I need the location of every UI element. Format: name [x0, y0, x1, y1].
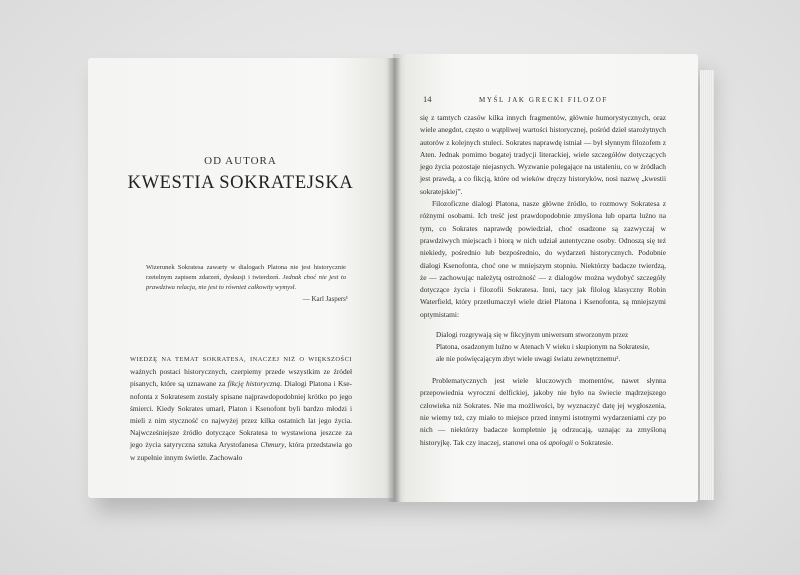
- open-book: [88, 58, 714, 503]
- paragraph-segment: Problematycznych jest wiele kluczowych momentów, nawet słynna przepowiednia wyroczni delfickiej, jakoby nie było na świecie mądrzejszego człowieka niż Sokrates. Nie ma możliwości, by wyznaczyć datę jej wygłoszenia, nie wiemy też, czy miało to miejsce przed innymi istotnymi wydarzeniami: [420, 376, 666, 422]
- right-page: [393, 54, 698, 502]
- left-body-text: [130, 353, 352, 464]
- paragraph-segment: po nich — niektórzy badacze kompletnie ją odrzucają, uznając za zmyśloną historyjkę. Tak czy inaczej, stanowi ona oś: [420, 412, 666, 447]
- body-segment: , która przedstawia go w zupełnie innym świetle. Zachowało: [130, 440, 352, 462]
- lead-smallcaps: WIEDZĘ NA TEMAT SOKRATESA, INACZEJ NIŻ O WIĘKSZOŚCI: [130, 356, 352, 363]
- paragraph: Filozoficzne dialogi Platona, nasze główne źródło, to rozmowy Sokratesa z różnymi osobami. Ich treść jest prawdopodobnie zmyślona lub oparta luźno na tym, co Sokrates naprawdę powiedział, choć osadzone są zazwyczaj w prawdziwych miejscach i biorą w nich udział autentyczne osoby. Odnoszą się też niekiedy, pośrednio lub bezpośrednio, do wydarzeń historycznych. Podobnie dialogi Ksenofonta, choć one w mniejszym stopniu. Niektórzy badacze twierdzą, że — zachowując należytą ostrożność — z dialogów można wydobyć szczegóły dotyczące życia i filozofii Sokratesa. Inni, tacy jak filolog klasyczny Robin Waterfield, który przetłumaczył wiele dzieł Platona i Ksenofonta, są mniejszymi optymistami:: [420, 199, 666, 319]
- running-head: MYŚL JAK GRECKI FILOZOF: [479, 96, 608, 104]
- body-segment: ważnych postaci historycznych, czerpiemy przede wszystkim ze źródeł pisanych, które są uznawane za: [130, 367, 352, 389]
- body-segment: . Dialogi Platona i Ksenofonta z Sokratesem zostały spisane najprawdopodobniej krótko po jego śmierci. Kiedy Sokrates umarł, Platon i Ksenofont byli bardzo młodzi i mieli z nim styczność co najwyżej przez kilka ostatnich lat jego życia. Najwcześniejsze źródło dotyczące Sokratesa to wystawiona jeszcze za jego życia satyryczna sztuka Arystofanesa: [130, 379, 352, 450]
- epigraph-text-italic: Jednak choć nie jest to prawdziwa relacja, nie jest to również całkowity wymysł.: [146, 274, 347, 291]
- right-body-text: [420, 112, 666, 449]
- paragraph: się z tamtych czasów kilka innych fragmentów, głównie humorystycznych, oraz wiele anegdot, często o wątpliwej wartości historycznej, pośród dzieł starożytnych autorów z kolejnych stuleci. Sokrates naprawdę istniał — był słynnym filozofem z Aten. Jednak pomimo bogatej tradycji literackiej, wiele szczegółów dotyczących jego życia pozostaje niejasnych. Wyzwanie polegające na ustaleniu, co w źródłach jest prawdą, a co fikcją, które od wieków dręczy historyków, nosi nazwę „kwestii sokratejskiej”.: [420, 113, 666, 196]
- book-spine: [387, 58, 401, 502]
- chapter-title: KWESTIA SOKRATEJSKA: [127, 173, 354, 193]
- block-quote: Dialogi rozgrywają się w fikcyjnym uniwersum stworzonym przez Platona, osadzonym luźno w Atenach V wieku i skupionym na Sokratesie, ale nie poświęcającym zbyt wiele uwagi światu zewnętrznemu².: [436, 331, 650, 364]
- page-number: 14: [423, 94, 432, 104]
- epigraph-text: Wizerunek Sokratesa zawarty w dialogach Platona nie jest historycznie rzetelnym zapisem zdarzeń, dyskusji i twierdzeń.: [146, 264, 346, 281]
- body-italic: Chmury: [260, 440, 285, 450]
- paragraph-italic: apologii: [548, 437, 574, 447]
- body-italic: fikcję historyczną: [227, 379, 281, 389]
- chapter-label: OD AUTORA: [204, 155, 277, 167]
- paragraph-segment: o Sokratesie.: [573, 437, 614, 447]
- epigraph: [146, 263, 346, 293]
- paragraph-italic: czy: [646, 412, 657, 422]
- left-page: [88, 58, 393, 498]
- epigraph-author: — Karl Jaspers¹: [302, 295, 348, 303]
- paragraph: [420, 375, 666, 449]
